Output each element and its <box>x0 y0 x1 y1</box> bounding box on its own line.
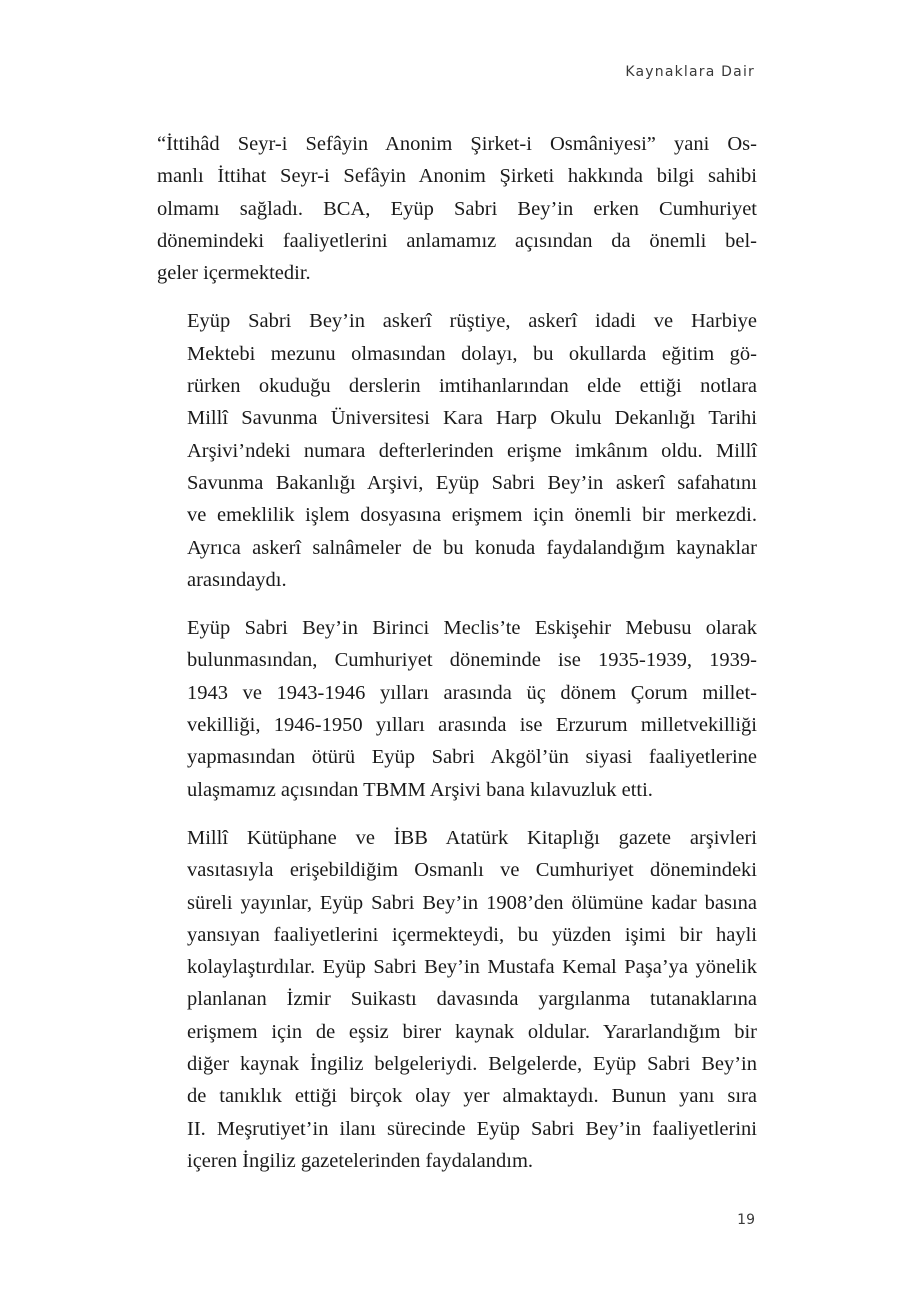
text-line: süreli yayınlar, Eyüp Sabri Bey’in 1908’den ölümüne kadar basına <box>187 891 757 914</box>
text-line: yansıyan faaliyetlerini içermekteydi, bu yüzden işimi bir hayli <box>187 923 757 946</box>
text-line: içeren İngiliz gazetelerinden faydalandım. <box>187 1149 534 1172</box>
text-line: Millî Savunma Üniversitesi Kara Harp Okulu Dekanlığı Tarihi <box>187 407 757 430</box>
text-line: “İttihâd Seyr-i Sefâyin Anonim Şirket-i Osmâniyesi” yani Os- <box>157 133 757 155</box>
text-line: vekilliği, 1946-1950 yılları arasında ise Erzurum milletvekilliği <box>187 714 757 737</box>
body-text <box>157 128 757 1177</box>
text-line: manlı İttihat Seyr-i Sefâyin Anonim Şirketi hakkında bilgi sahibi <box>157 165 757 188</box>
text-line: Savunma Bakanlığı Arşivi, Eyüp Sabri Bey’in askerî safahatını <box>187 471 757 494</box>
page-number: 19 <box>737 1212 755 1228</box>
text-line: II. Meşrutiyet’in ilanı sürecinde Eyüp Sabri Bey’in faaliyetlerini <box>187 1117 757 1140</box>
text-line: rürken okuduğu derslerin imtihanlarından elde ettiği notlara <box>187 375 757 398</box>
text-line: 1943 ve 1943-1946 yılları arasında üç dönem Çorum millet- <box>187 681 757 704</box>
text-line: geler içermektedir. <box>157 262 311 285</box>
text-line: vasıtasıyla erişebildiğim Osmanlı ve Cumhuriyet dönemindeki <box>187 859 757 882</box>
text-line: de tanıklık ettiği birçok olay yer almaktaydı. Bunun yanı sıra <box>187 1085 757 1108</box>
text-line: arasındaydı. <box>187 568 287 591</box>
paragraph-1 <box>157 128 757 289</box>
running-header: Kaynaklara Dair <box>625 64 755 80</box>
text-line: Millî Kütüphane ve İBB Atatürk Kitaplığı gazete arşivleri <box>187 826 757 849</box>
text-line: olmamı sağladı. BCA, Eyüp Sabri Bey’in erken Cumhuriyet <box>157 197 757 220</box>
text-line: diğer kaynak İngiliz belgeleriydi. Belgelerde, Eyüp Sabri Bey’in <box>187 1053 757 1076</box>
text-line: yapmasından ötürü Eyüp Sabri Akgöl’ün siyasi faaliyetlerine <box>187 746 757 769</box>
paragraph-2 <box>157 305 757 596</box>
text-line: ulaşmamız açısından TBMM Arşivi bana kılavuzluk etti. <box>187 778 653 801</box>
text-line: kolaylaştırdılar. Eyüp Sabri Bey’in Mustafa Kemal Paşa’ya yönelik <box>187 956 757 979</box>
text-line: planlanan İzmir Suikastı davasında yargılanma tutanaklarına <box>187 988 757 1011</box>
paragraph-3 <box>157 612 757 806</box>
text-line: Eyüp Sabri Bey’in Birinci Meclis’te Eskişehir Mebusu olarak <box>187 617 757 640</box>
text-line: Arşivi’ndeki numara defterlerinden erişme imkânım oldu. Millî <box>187 439 757 462</box>
text-line: dönemindeki faaliyetlerini anlamamız açısından da önemli bel- <box>157 229 757 252</box>
text-line: Eyüp Sabri Bey’in askerî rüştiye, askerî idadi ve Harbiye <box>187 310 757 333</box>
text-line: Mektebi mezunu olmasından dolayı, bu okullarda eğitim gö- <box>187 342 757 365</box>
text-line: bulunmasından, Cumhuriyet döneminde ise 1935-1939, 1939- <box>187 649 757 672</box>
text-line: ve emeklilik işlem dosyasına erişmem için önemli bir merkezdi. <box>187 504 757 527</box>
paragraph-4 <box>157 822 757 1177</box>
text-line: erişmem için de eşsiz birer kaynak oldular. Yararlandığım bir <box>187 1020 757 1043</box>
text-line: Ayrıca askerî salnâmeler de bu konuda faydalandığım kaynaklar <box>187 536 757 559</box>
